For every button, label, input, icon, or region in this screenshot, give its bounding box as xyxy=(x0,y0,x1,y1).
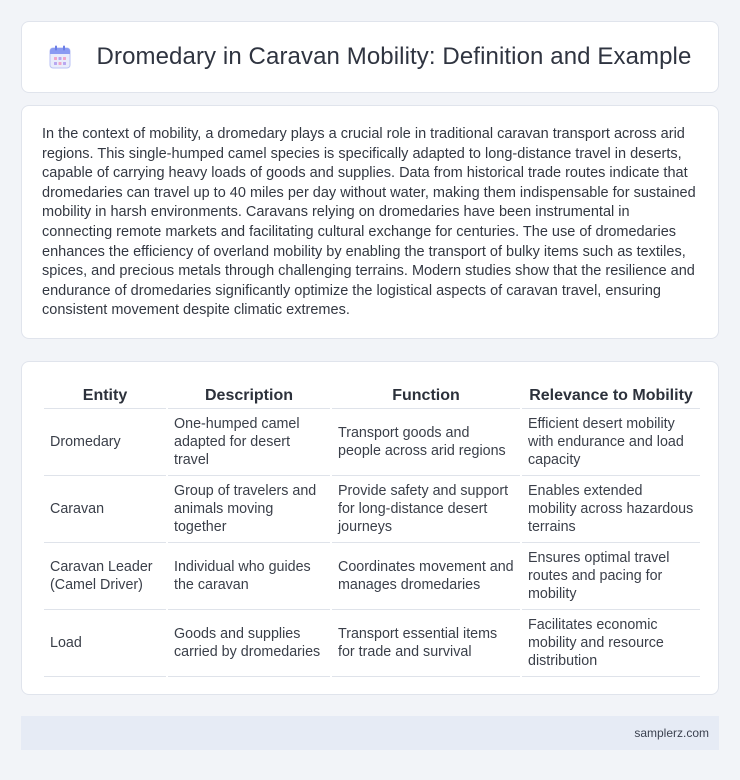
table-row xyxy=(44,476,700,543)
cell-entity: Load xyxy=(44,610,166,677)
column-header-function: Function xyxy=(332,382,520,409)
cell-relevance: Efficient desert mobility with endurance and load capacity xyxy=(522,409,700,476)
cell-description: Group of travelers and animals moving together xyxy=(168,476,330,543)
cell-relevance: Ensures optimal travel routes and pacing for mobility xyxy=(522,543,700,610)
page-title: Dromedary in Caravan Mobility: Definition and Example xyxy=(96,43,692,70)
intro-card xyxy=(21,105,719,339)
footer-site-link[interactable]: samplerz.com xyxy=(634,726,709,740)
column-header-relevance: Relevance to Mobility xyxy=(522,382,700,409)
cell-description: One-humped camel adapted for desert travel xyxy=(168,409,330,476)
table-row xyxy=(44,610,700,677)
title-row xyxy=(22,22,718,92)
cell-description: Individual who guides the caravan xyxy=(168,543,330,610)
cell-description: Goods and supplies carried by dromedaries xyxy=(168,610,330,677)
cell-relevance: Enables extended mobility across hazardous terrains xyxy=(522,476,700,543)
intro-paragraph: In the context of mobility, a dromedary plays a crucial role in traditional caravan transport across arid regions. This single-humped camel species is specifically adapted to long-distance travel in deserts, capable of carrying heavy loads of goods and supplies. Data from historical trade routes indicate that dromedaries can travel up to 40 miles per day without water, making them indispensable for sustained mobility in harsh environments. Caravans relying on dromedaries have been instrumental in connecting remote markets and facilitating cultural exchange for centuries. The use of dromedaries enhances the efficiency of overland mobility by enabling the transport of bulky items such as textiles, spices, and precious metals through challenging terrains. Modern studies show that the resilience and endurance of dromedaries significantly optimize the logistical aspects of caravan travel, ensuring consistent movement despite climatic extremes. xyxy=(42,126,696,319)
table-card xyxy=(21,361,719,695)
entity-table xyxy=(42,382,702,677)
table-header-row xyxy=(44,382,700,409)
cell-function: Coordinates movement and manages dromedaries xyxy=(332,543,520,610)
column-header-entity: Entity xyxy=(44,382,166,409)
cell-function: Provide safety and support for long-distance desert journeys xyxy=(332,476,520,543)
footer-bar xyxy=(21,716,719,750)
cell-function: Transport essential items for trade and survival xyxy=(332,610,520,677)
cell-relevance: Facilitates economic mobility and resource distribution xyxy=(522,610,700,677)
title-card xyxy=(21,21,719,93)
cell-function: Transport goods and people across arid regions xyxy=(332,409,520,476)
table-row xyxy=(44,409,700,476)
cell-entity: Caravan Leader (Camel Driver) xyxy=(44,543,166,610)
table-row xyxy=(44,543,700,610)
cell-entity: Dromedary xyxy=(44,409,166,476)
cell-entity: Caravan xyxy=(44,476,166,543)
column-header-description: Description xyxy=(168,382,330,409)
calendar-icon xyxy=(49,45,71,69)
